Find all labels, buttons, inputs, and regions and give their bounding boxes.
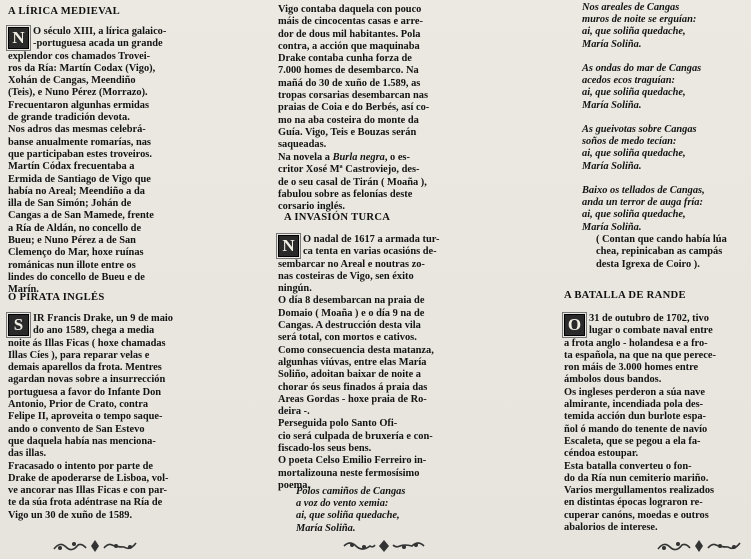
rande-body: 31 de outubro de 1702, tivo lugar o combate naval entre a frota anglo - holandesa e a fro- ta española, na que na que perece- ron máis de 3.000 homes entre ámbolos dous bandos. Os ingleses perderon a súa nave almirante, incendiada pola des- temida acción dun burlote espa- ñol ó mando do tenente de navío Escaleta, que se pegou a ela fa- céndoa estoupar. Esta batalla converteu o fon- do da Ría nun cemiterio mariño. Varios mergullamentos realizados en distintas épocas lograron re- cuperar canóns, moedas e outros abalorios de interese. [564, 313, 716, 534]
pirata-body: IR Francis Drake, un 9 de maio do ano 1589, chega a media noite ás Illas Ficas ( hoxe chamadas Illas Cíes ), para reparar velas e demais aparellos da frota. Mentres agardan novas sobre a insurrección portuguesa a favor do Infante Don Antonio, Prior de Crato, contra Felipe II, aproveita o tempo saque- ando o convento de San Estevo que daquela había nas menciona- das illas. Fracasado o intento por parte de Drake de apoderarse de Lisboa, vol- ve ancorar nas Illas Ficas e con par- te da súa frota adéntrase na Ría de Vigo un 30 de xuño de 1589. [8, 313, 173, 521]
novel-rest: , o es- critor Xosé Mª Castroviejo, des- de o seu casal de Tirán ( Moaña ), fabulou sobre as felonías deste corsario inglés. [278, 152, 427, 213]
ornament-icon [694, 539, 704, 553]
heading-lirica: A LÍRICA MEDIEVAL [8, 6, 121, 17]
novel-prefix: Na novela a [278, 152, 333, 163]
ornament-icon [706, 539, 742, 553]
heading-pirata: O PIRATA INGLÉS [8, 292, 105, 303]
vine-ornament-center [342, 538, 426, 554]
dropcap-pirata: S [8, 314, 29, 336]
ornament-icon [102, 539, 138, 553]
heading-rande: A BATALLA DE RANDE [564, 290, 686, 301]
ornament-icon [392, 539, 426, 553]
lirica-section [8, 26, 270, 297]
dropcap-lirica: N [8, 27, 29, 49]
dropcap-rande: O [564, 314, 585, 336]
ornament-icon [378, 539, 390, 553]
lirica-body: O século XIII, a lírica galaico- -portuguesa acada un grande explendor cos chamados Trovei- ros da Ría: Martín Codax (Vigo), Xohán de Cangas, Meendiño (Teis), e Nuno Pérez (Morrazo). Frecuentaron algunhas ermidas de grande tradición devota. Nos adros das mesmas celebrá- banse anualmente romarías, nas que participaban estes troveiros. Martín Códax frecuentaba a Ermida de Santiago de Vigo que había no Areal; Meendiño a da illa de San Simón; Johán de Cangas a de San Mamede, frente a Ría de Aldán, no concello de Bueu; e Nuno Pérez a de San Clemenço do Mar, hoxe ruínas románicas nun illote entre os lindes do concello de Bueu e de Marín. [8, 26, 167, 296]
poem-stanzas: Nos areales de Cangas muros de noite se erguían: ai, que soliña quedache, María Soliña. As ondas do mar de Cangas acedos ecos traguían: ai, que soliña quedache, María Soliña. As gueivotas sobre Cangas soños de medo tecían: ai, que soliña quedache, María Soliña. Baixo os tellados de Cangas, anda un terror de auga fría: ai, que soliña quedache, María Soliña. [582, 2, 705, 233]
ornament-icon [342, 539, 376, 553]
novel-title: Burla negra [332, 152, 385, 163]
vine-ornament-left [52, 538, 138, 554]
dropcap-invasion: N [278, 235, 299, 257]
vine-ornament-right [656, 538, 742, 554]
legend-note: ( Contan que cando había lúa chea, repinicaban as campás desta Igrexa de Coiro ). [596, 234, 727, 270]
invasion-body: O nadal de 1617 a armada tur- ca tenta en varias ocasións de- sembarcar no Areal e noutras zo- nas costeiras de Vigo, sen éxito ningún. O día 8 desembarcan na praia de Domaio ( Moaña ) e o día 9 na de Cangas. A destrucción desta vila será total, con mortos e cativos. Como consecuencia desta matanza, algunhas viúvas, entre elas María Soliño, adoitan baixar de noite a chorar ós seus finados á praia das Areas Gordas - hoxe praia de Ro- deira -. Perseguida polo Santo Ofi- cio será culpada de bruxería e con- fiscado-los seus bens. O poeta Celso Emilio Ferreiro in- mortalizouna neste fermosísimo poema. [278, 234, 440, 491]
ornament-icon [90, 539, 100, 553]
novel-paragraph [278, 152, 556, 213]
pirata-section [8, 313, 270, 522]
rande-section [564, 313, 746, 534]
invasion-section [278, 234, 556, 492]
ornament-icon [656, 539, 692, 553]
ornament-icon [52, 539, 88, 553]
heading-invasion: A INVASIÓN TURCA [284, 212, 391, 223]
poem-stanza-1: Polos camiños de Cangas a voz do vento xemia: ai, que soliña quedache, María Soliña. [296, 486, 406, 534]
drake-continuation: Vigo contaba daquela con pouco máis de cincocentas casas e arre- dor de dous mil habitantes. Pola contra, a acción que maquinaba Drake contaba cunha forza de 7.000 homes de desembarco. Na mañá do 30 de xuño de 1.589, as tropas corsarias desembarcan nas praias de Coia e do Berbés, así co- mo na aba costeira do monte da Guía. Vigo, Teis e Bouzas serán saqueadas. [278, 4, 430, 151]
